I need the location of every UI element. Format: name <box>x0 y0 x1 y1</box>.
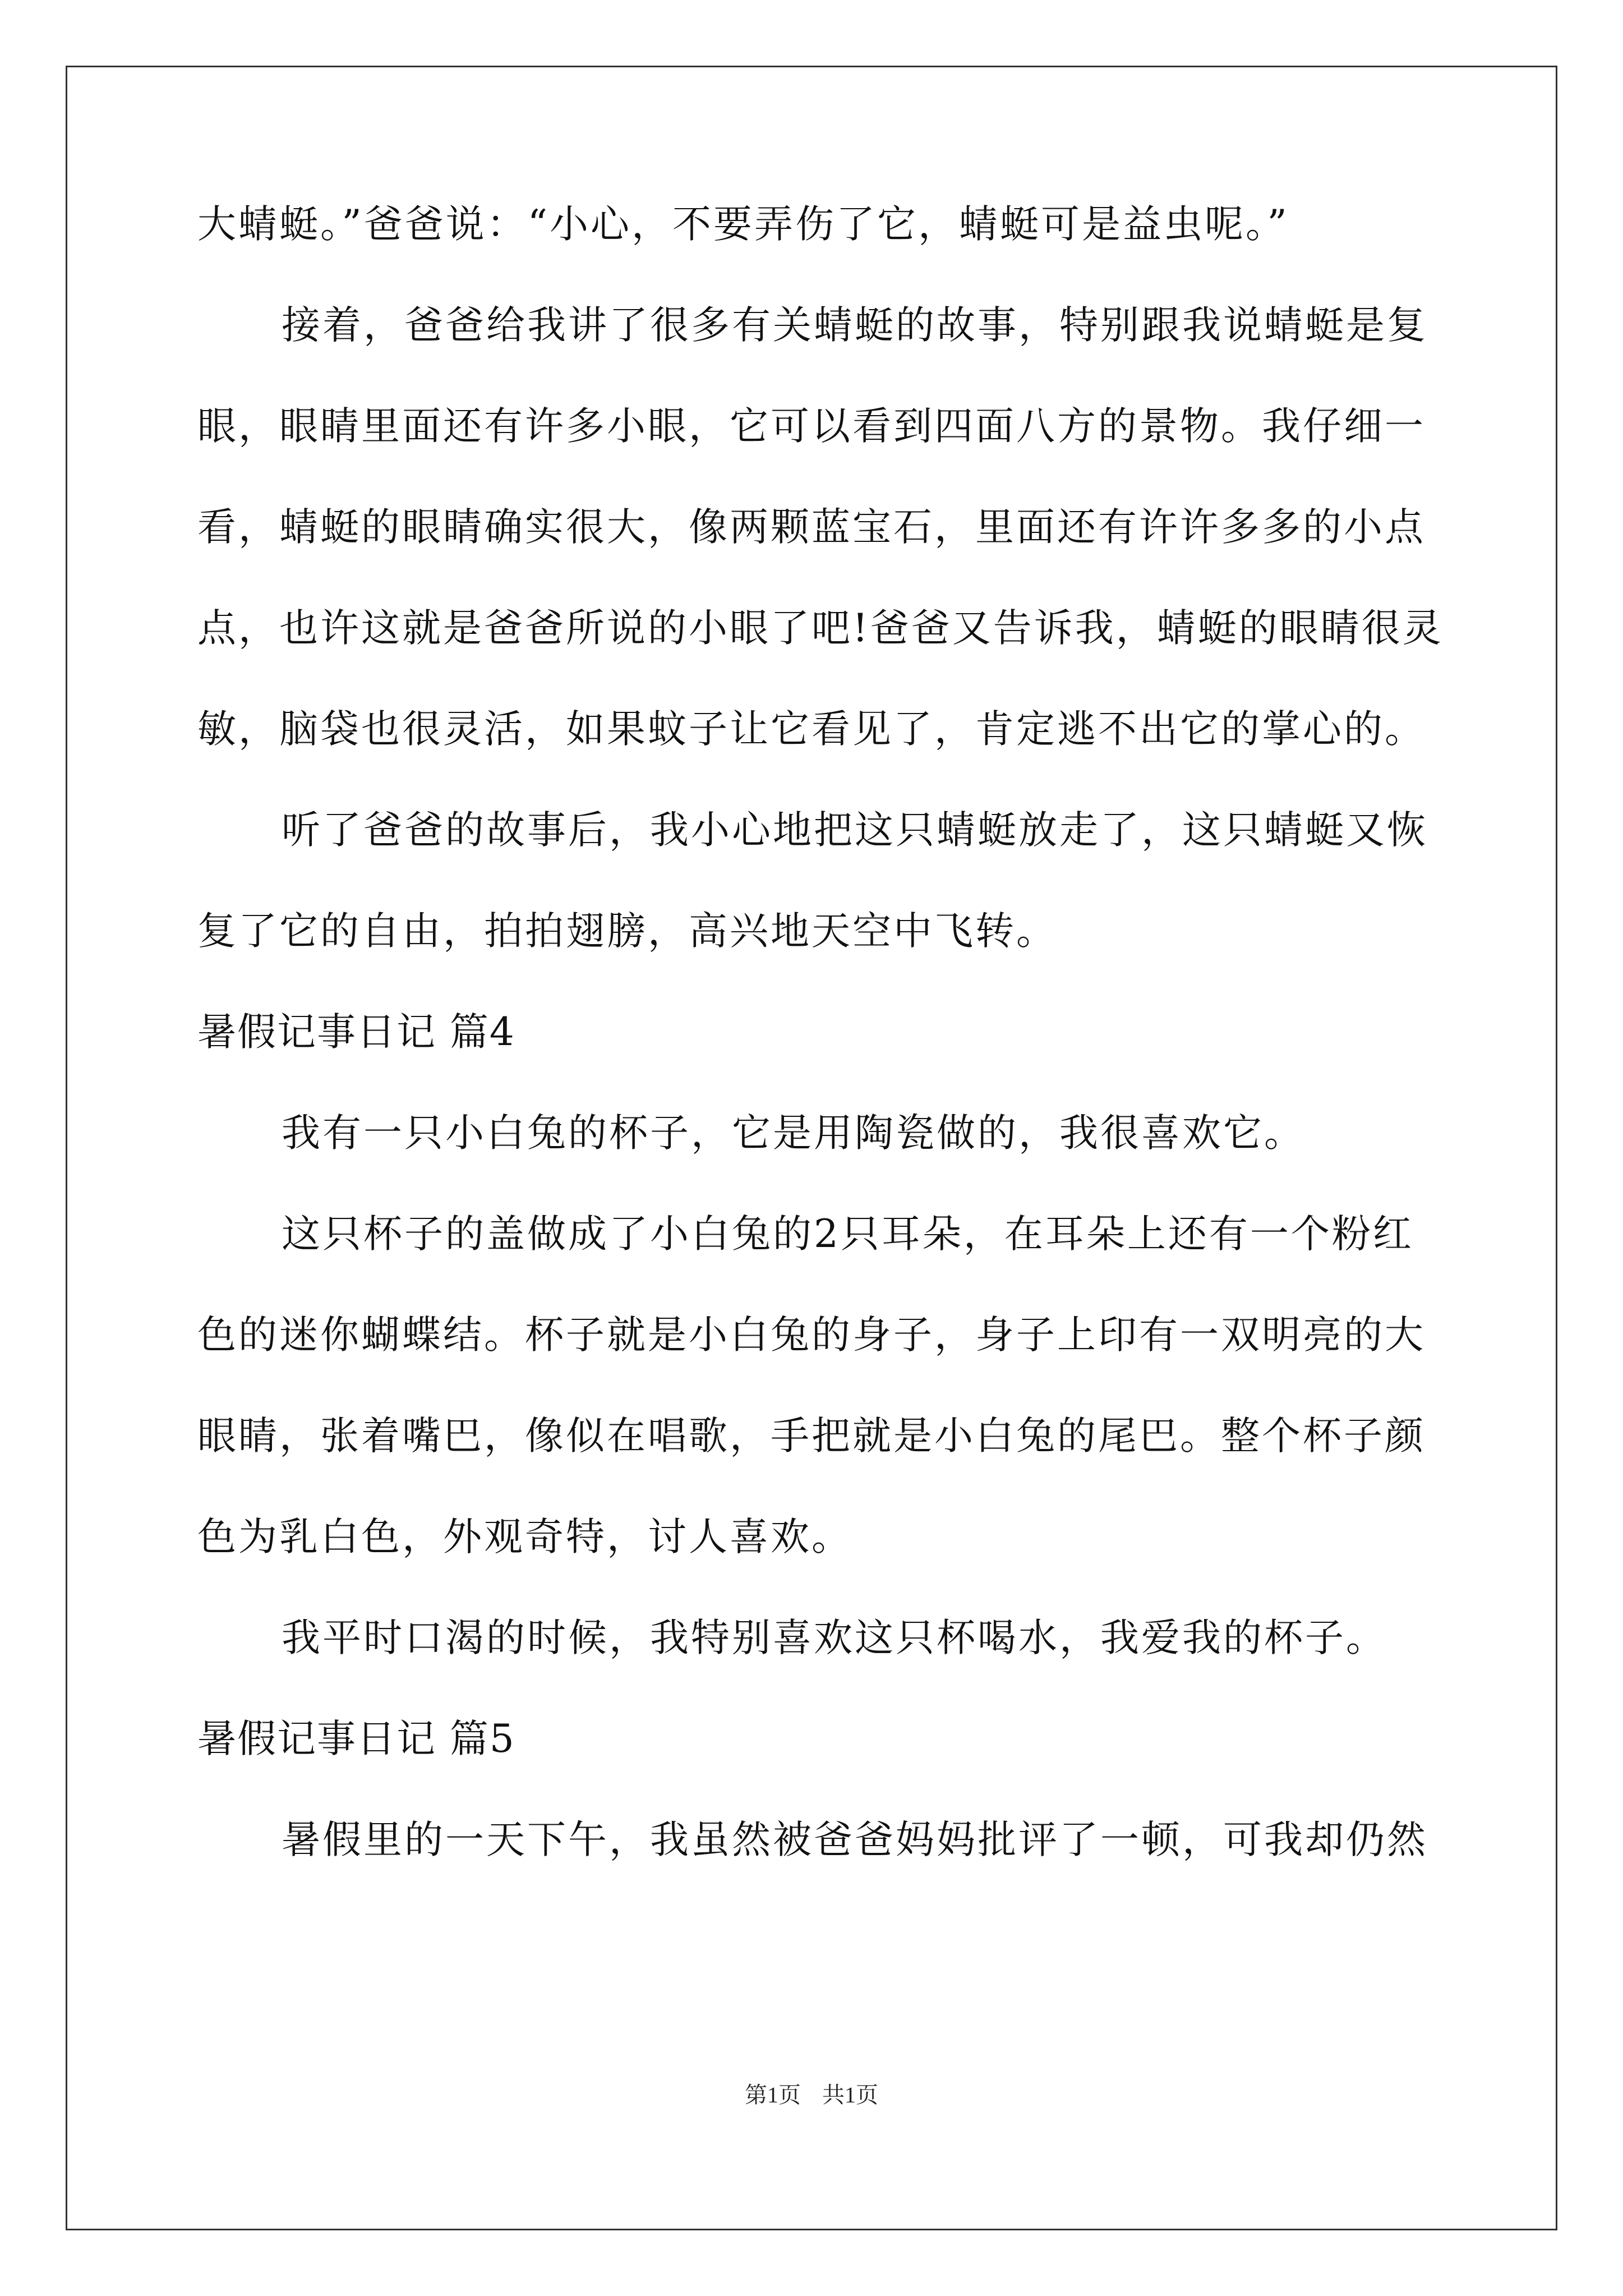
text-line: 听了爸爸的故事后，我小心地把这只蜻蜓放走了，这只蜻蜓又恢 <box>282 808 1428 853</box>
text-line: 色的迷你蝴蝶结。杯子就是小白兔的身子，身子上印有一双明亮的大 <box>197 1313 1426 1358</box>
text-line: 接着，爸爸给我讲了很多有关蜻蜓的故事，特别跟我说蜻蜓是复 <box>282 303 1428 348</box>
page-footer <box>0 2081 1623 2109</box>
text-line: 敏，脑袋也很灵活，如果蚊子让它看见了，肯定逃不出它的掌心的。 <box>197 707 1426 752</box>
text-line: 我平时口渴的时候，我特别喜欢这只杯喝水，我爱我的杯子。 <box>282 1616 1387 1660</box>
text-line: 眼，眼睛里面还有许多小眼，它可以看到四面八方的景物。我仔细一 <box>197 404 1426 449</box>
section-heading: 暑假记事日记 篇4 <box>197 1010 515 1055</box>
section-heading: 暑假记事日记 篇5 <box>197 1717 515 1761</box>
page-total: 共1页 <box>822 2082 878 2108</box>
text-line: 看，蜻蜓的眼睛确实很大，像两颗蓝宝石，里面还有许许多多的小点 <box>197 505 1426 550</box>
text-line: 色为乳白色，外观奇特，讨人喜欢。 <box>197 1515 852 1559</box>
text-line: 暑假里的一天下午，我虽然被爸爸妈妈批评了一顿，可我却仍然 <box>282 1818 1428 1862</box>
text-line: 大蜻蜓。”爸爸说：“小心，不要弄伤了它，蜻蜓可是益虫呢。” <box>197 202 1289 247</box>
page-number: 第1页 <box>745 2082 801 2108</box>
text-line: 这只杯子的盖做成了小白兔的2只耳朵，在耳朵上还有一个粉红 <box>282 1212 1414 1257</box>
text-line: 点，也许这就是爸爸所说的小眼了吧!爸爸又告诉我，蜻蜓的眼睛很灵 <box>197 606 1444 651</box>
text-line: 眼睛，张着嘴巴，像似在唱歌，手把就是小白兔的尾巴。整个杯子颜 <box>197 1414 1426 1458</box>
text-line: 复了它的自由，拍拍翅膀，高兴地天空中飞转。 <box>197 909 1057 954</box>
text-line: 我有一只小白兔的杯子，它是用陶瓷做的，我很喜欢它。 <box>282 1111 1305 1156</box>
